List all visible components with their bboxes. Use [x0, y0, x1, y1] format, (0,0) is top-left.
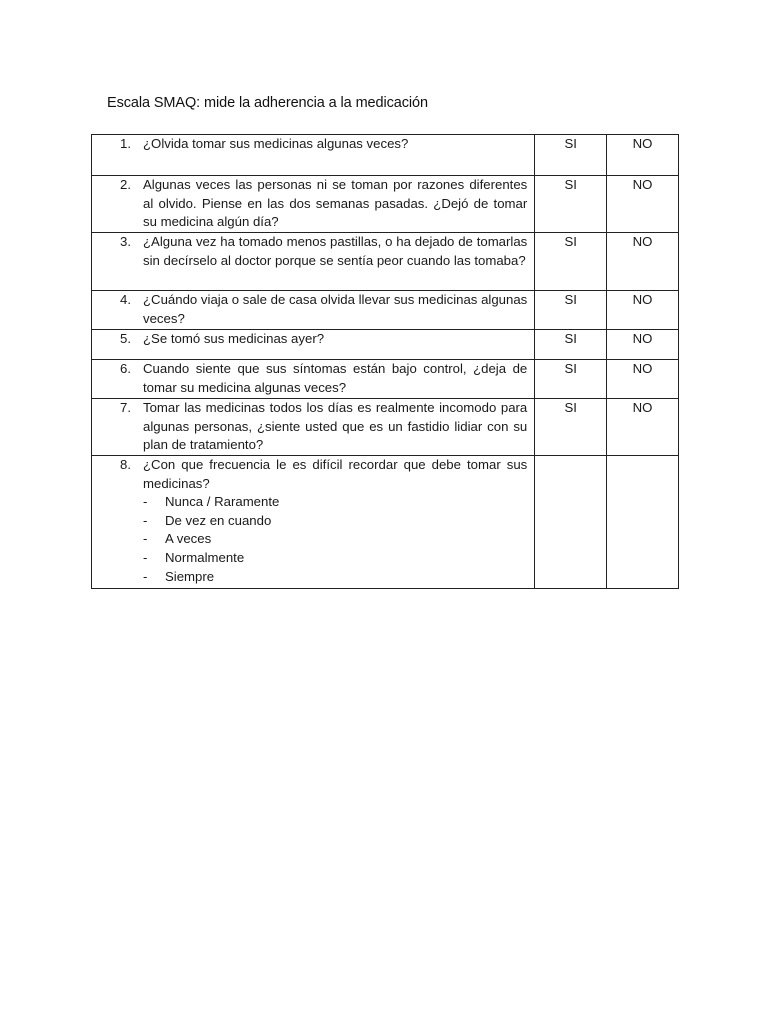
- dash-bullet: -: [143, 494, 148, 510]
- question-text: ¿Cuándo viaja o sale de casa olvida llevar sus medicinas algunas veces?: [143, 292, 528, 326]
- list-item[interactable]: [143, 568, 527, 587]
- answer-yes-cell[interactable]: [535, 456, 607, 589]
- question-cell: [92, 291, 535, 330]
- answer-no-cell[interactable]: NO: [607, 233, 679, 291]
- list-item[interactable]: [143, 530, 527, 549]
- table-row: [92, 291, 679, 330]
- answer-yes-cell[interactable]: SI: [535, 360, 607, 399]
- question-cell: [92, 233, 535, 291]
- table-row: [92, 360, 679, 399]
- answer-no-cell[interactable]: NO: [607, 330, 679, 360]
- option-label: A veces: [165, 531, 212, 547]
- table-row: [92, 176, 679, 233]
- dash-bullet: -: [143, 531, 148, 547]
- option-label: Nunca / Raramente: [165, 494, 280, 510]
- answer-no-cell[interactable]: [607, 456, 679, 589]
- answer-yes-cell[interactable]: SI: [535, 399, 607, 456]
- answer-no-cell[interactable]: NO: [607, 399, 679, 456]
- answer-no-cell[interactable]: NO: [607, 176, 679, 233]
- table-row: [92, 233, 679, 291]
- dash-bullet: -: [143, 549, 148, 565]
- answer-yes-cell[interactable]: SI: [535, 176, 607, 233]
- answer-no-cell[interactable]: NO: [607, 291, 679, 330]
- list-item[interactable]: [143, 512, 527, 531]
- question-number: 6.: [120, 361, 131, 376]
- question-cell: [92, 399, 535, 456]
- option-label: Siempre: [165, 568, 215, 584]
- question-cell: [92, 360, 535, 399]
- question-text: ¿Alguna vez ha tomado menos pastillas, o ha dejado de tomarlas sin decírselo al doctor porque se sentía peor cuando las tomaba?: [143, 234, 528, 268]
- question-text: ¿Se tomó sus medicinas ayer?: [143, 331, 325, 346]
- answer-yes-cell[interactable]: SI: [535, 233, 607, 291]
- question-text: Tomar las medicinas todos los días es realmente incomodo para algunas personas, ¿siente usted que es un fastidio lidiar con su plan de tratamiento?: [143, 400, 528, 453]
- question-number: 7.: [120, 400, 131, 415]
- table-row: [92, 399, 679, 456]
- frequency-options-list: [143, 493, 527, 586]
- question-text: Algunas veces las personas ni se toman por razones diferentes al olvido. Piense en las dos semanas pasadas. ¿Dejó de tomar su medicina algún día?: [143, 177, 528, 230]
- question-cell: [92, 135, 535, 176]
- answer-no-cell[interactable]: NO: [607, 360, 679, 399]
- question-number: 8.: [120, 457, 131, 472]
- question-cell: [92, 330, 535, 360]
- question-number: 4.: [120, 292, 131, 307]
- dash-bullet: -: [143, 568, 148, 584]
- question-text: ¿Olvida tomar sus medicinas algunas veces?: [143, 136, 409, 151]
- question-cell: [92, 176, 535, 233]
- answer-yes-cell[interactable]: SI: [535, 330, 607, 360]
- question-number: 2.: [120, 177, 131, 192]
- dash-bullet: -: [143, 512, 148, 528]
- table-row: [92, 456, 679, 589]
- question-number: 3.: [120, 234, 131, 249]
- table-row: [92, 135, 679, 176]
- question-number: 5.: [120, 331, 131, 346]
- document-title: Escala SMAQ: mide la adherencia a la medicación: [107, 95, 428, 111]
- question-cell: [92, 456, 535, 589]
- smaq-questionnaire-table: [91, 134, 679, 589]
- answer-yes-cell[interactable]: SI: [535, 135, 607, 176]
- question-number: 1.: [120, 136, 131, 151]
- question-text: Cuando siente que sus síntomas están bajo control, ¿deja de tomar su medicina algunas veces?: [143, 361, 528, 395]
- answer-no-cell[interactable]: NO: [607, 135, 679, 176]
- answer-yes-cell[interactable]: SI: [535, 291, 607, 330]
- option-label: Normalmente: [165, 549, 245, 565]
- list-item[interactable]: [143, 549, 527, 568]
- option-label: De vez en cuando: [165, 512, 272, 528]
- table-row: [92, 330, 679, 360]
- list-item[interactable]: [143, 493, 527, 512]
- question-text: ¿Con que frecuencia le es difícil recordar que debe tomar sus medicinas?: [143, 457, 528, 491]
